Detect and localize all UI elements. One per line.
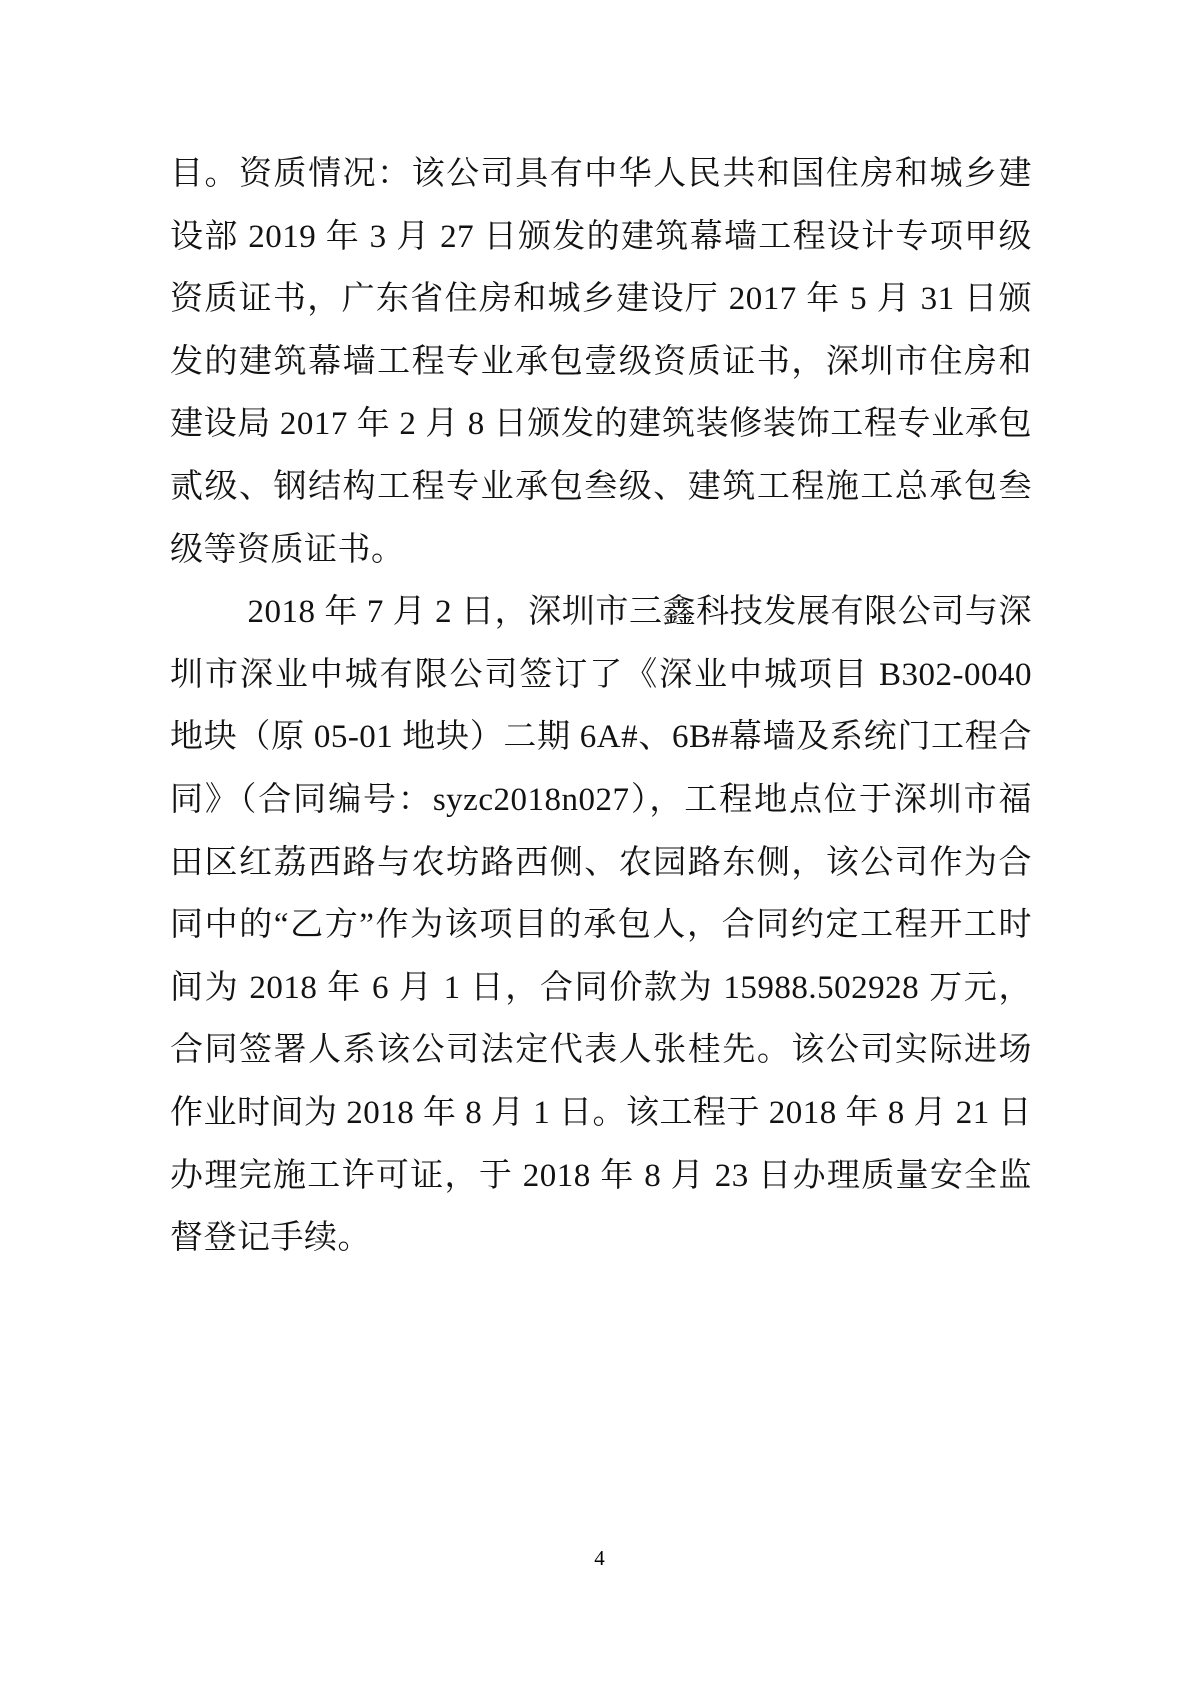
paragraph-qualifications: 目。资质情况：该公司具有中华人民共和国住房和城乡建设部 2019 年 3 月 27 日颁发的建筑幕墙工程设计专项甲级资质证书，广东省住房和城乡建设厅 2017 年 5 月 31 日颁发的建筑幕墙工程专业承包壹级资质证书，深圳市住房和建设局 2017 年 2 月 8 日颁发的建筑装修装饰工程专业承包贰级、钢结构工程专业承包叁级、建筑工程施工总承包叁级等资质证书。 [170,156,1032,568]
paragraph-contract-details: 2018 年 7 月 2 日，深圳市三鑫科技发展有限公司与深圳市深业中城有限公司签订了《深业中城项目 B302-0040 地块（原 05-01 地块）二期 6A#、6B#幕墙及系统门工程合同》（合同编号：syzc2018n027），工程地点位于深圳市福田区红荔西路与农坊路西侧、农园路东侧，该公司作为合同中的“乙方”作为该项目的承包人，合同约定工程开工时间为 2018 年 6 月 1 日，合同价款为 15988.502928 万元，合同签署人系该公司法定代表人张桂先。该公司实际进场作业时间为 2018 年 8 月 1 日。该工程于 2018 年 8 月 21 日办理完施工许可证，于 2018 年 8 月 23 日办理质量安全监督登记手续。 [170,594,1033,1257]
document-body-text [170,143,1032,1270]
page-number: 4 [594,1546,605,1570]
